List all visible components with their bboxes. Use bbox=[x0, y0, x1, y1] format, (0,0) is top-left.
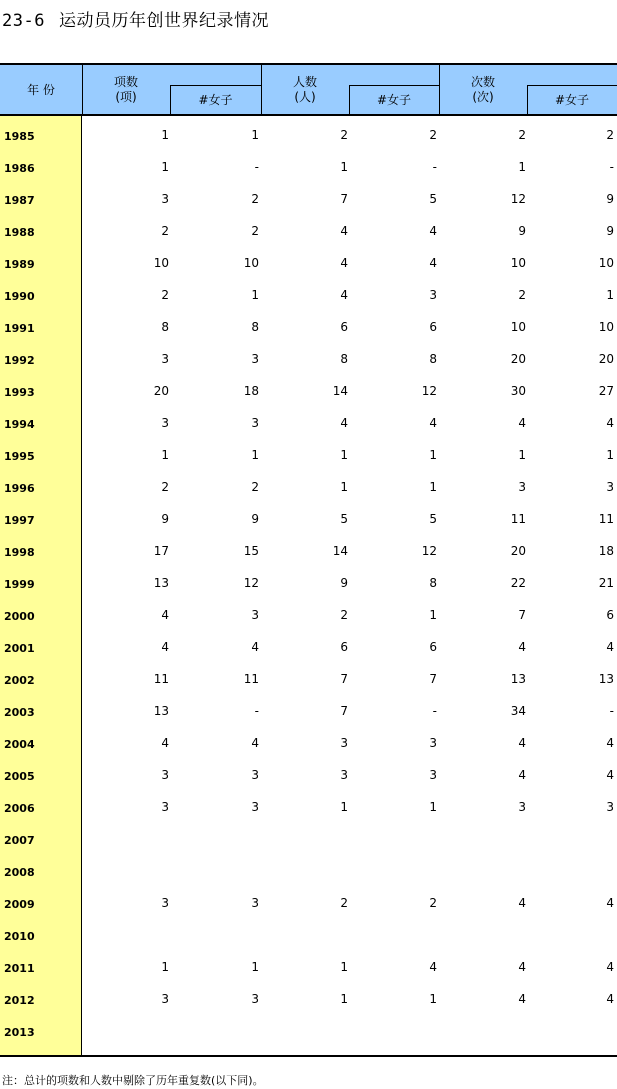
table-row bbox=[0, 629, 617, 661]
row-year: 1988 bbox=[4, 226, 35, 239]
row-value: 2 bbox=[251, 192, 259, 206]
row-year: 2008 bbox=[4, 866, 35, 879]
row-value: 1 bbox=[340, 448, 348, 462]
row-value: 3 bbox=[429, 736, 437, 750]
row-value: 2 bbox=[251, 480, 259, 494]
row-value: 3 bbox=[251, 800, 259, 814]
table-row bbox=[0, 149, 617, 181]
table-row bbox=[0, 245, 617, 277]
row-year: 2012 bbox=[4, 994, 35, 1007]
row-value: 30 bbox=[510, 384, 526, 398]
row-value: 3 bbox=[161, 992, 169, 1006]
row-value: 4 bbox=[518, 960, 526, 974]
row-value: 9 bbox=[606, 224, 614, 238]
row-year: 1995 bbox=[4, 450, 35, 463]
row-year: 1989 bbox=[4, 258, 35, 271]
row-value: 1 bbox=[518, 160, 526, 174]
row-value: 9 bbox=[340, 576, 348, 590]
table-row bbox=[0, 757, 617, 789]
row-year: 2003 bbox=[4, 706, 35, 719]
row-value: 5 bbox=[429, 512, 437, 526]
row-value: 11 bbox=[510, 512, 526, 526]
row-value: 12 bbox=[421, 544, 437, 558]
header-items bbox=[82, 75, 170, 105]
row-value: 3 bbox=[251, 608, 259, 622]
row-value: 1 bbox=[251, 448, 259, 462]
row-value: 4 bbox=[518, 768, 526, 782]
row-value: 4 bbox=[606, 640, 614, 654]
row-value: 1 bbox=[161, 448, 169, 462]
row-year: 2000 bbox=[4, 610, 35, 623]
header-times-unit: (次) bbox=[472, 90, 494, 104]
row-year: 2010 bbox=[4, 930, 35, 943]
row-value: 1 bbox=[161, 160, 169, 174]
row-value: 3 bbox=[251, 768, 259, 782]
row-value: 3 bbox=[606, 480, 614, 494]
row-value: 4 bbox=[518, 736, 526, 750]
row-value: 7 bbox=[340, 672, 348, 686]
table-row bbox=[0, 437, 617, 469]
table-row bbox=[0, 885, 617, 917]
row-value: 9 bbox=[606, 192, 614, 206]
row-value: 1 bbox=[429, 480, 437, 494]
row-value: 13 bbox=[510, 672, 526, 686]
row-value: 1 bbox=[429, 448, 437, 462]
row-year: 2013 bbox=[4, 1026, 35, 1039]
header-items-female: #女子 bbox=[198, 93, 233, 107]
row-year: 1997 bbox=[4, 514, 35, 527]
table-row bbox=[0, 949, 617, 981]
row-year: 2001 bbox=[4, 642, 35, 655]
row-value: 1 bbox=[251, 128, 259, 142]
row-year: 2009 bbox=[4, 898, 35, 911]
table-row bbox=[0, 277, 617, 309]
header-times-label: 次数 bbox=[470, 75, 495, 89]
row-value: 4 bbox=[251, 736, 259, 750]
row-value: 4 bbox=[161, 608, 169, 622]
row-value: 34 bbox=[510, 704, 526, 718]
row-value: 1 bbox=[161, 128, 169, 142]
header-items-unit: (项) bbox=[115, 90, 137, 104]
row-value: 1 bbox=[429, 608, 437, 622]
row-value: 1 bbox=[340, 800, 348, 814]
row-value: 2 bbox=[518, 128, 526, 142]
row-value: 10 bbox=[510, 320, 526, 334]
row-value: 4 bbox=[429, 224, 437, 238]
row-value: 2 bbox=[340, 608, 348, 622]
row-value: 9 bbox=[518, 224, 526, 238]
row-value: 3 bbox=[161, 192, 169, 206]
row-value: 8 bbox=[429, 576, 437, 590]
table-row bbox=[0, 981, 617, 1013]
row-value: 12 bbox=[243, 576, 259, 590]
row-value: 2 bbox=[340, 896, 348, 910]
table-row bbox=[0, 693, 617, 725]
row-value: - bbox=[609, 704, 614, 718]
row-value: 4 bbox=[606, 896, 614, 910]
row-value: 3 bbox=[429, 288, 437, 302]
row-value: 18 bbox=[243, 384, 259, 398]
row-value: 2 bbox=[161, 480, 169, 494]
row-value: 4 bbox=[161, 640, 169, 654]
table-title: 运动员历年创世界纪录情况 bbox=[58, 11, 269, 31]
row-value: 14 bbox=[332, 544, 348, 558]
header-people-female: #女子 bbox=[376, 93, 412, 107]
row-value: 2 bbox=[429, 896, 437, 910]
table-row bbox=[0, 117, 617, 149]
row-value: 6 bbox=[429, 320, 437, 334]
row-year: 2004 bbox=[4, 738, 35, 751]
row-value: 12 bbox=[510, 192, 526, 206]
row-value: 4 bbox=[606, 992, 614, 1006]
row-value: 3 bbox=[161, 352, 169, 366]
row-value: 5 bbox=[340, 512, 348, 526]
header-times-female: #女子 bbox=[554, 93, 590, 107]
row-value: 3 bbox=[606, 800, 614, 814]
row-value: 17 bbox=[153, 544, 169, 558]
row-value: - bbox=[609, 160, 614, 174]
row-value: 1 bbox=[429, 992, 437, 1006]
row-value: - bbox=[432, 160, 437, 174]
row-year: 1998 bbox=[4, 546, 35, 559]
row-year: 1987 bbox=[4, 194, 35, 207]
row-value: 11 bbox=[243, 672, 259, 686]
row-value: 2 bbox=[429, 128, 437, 142]
row-value: 27 bbox=[598, 384, 614, 398]
row-value: 3 bbox=[251, 896, 259, 910]
row-value: 3 bbox=[161, 896, 169, 910]
row-value: 3 bbox=[161, 800, 169, 814]
row-value: 4 bbox=[340, 256, 348, 270]
table-row bbox=[0, 1013, 617, 1045]
row-year: 1993 bbox=[4, 386, 35, 399]
row-year: 1994 bbox=[4, 418, 35, 431]
row-value: 20 bbox=[153, 384, 169, 398]
row-year: 2002 bbox=[4, 674, 35, 687]
row-value: - bbox=[254, 160, 259, 174]
row-value: 2 bbox=[161, 224, 169, 238]
table-row bbox=[0, 661, 617, 693]
row-value: 11 bbox=[598, 512, 614, 526]
row-value: 9 bbox=[161, 512, 169, 526]
row-value: 2 bbox=[161, 288, 169, 302]
row-value: 10 bbox=[153, 256, 169, 270]
row-value: 4 bbox=[518, 896, 526, 910]
table-bottom-rule bbox=[0, 1055, 617, 1057]
row-value: 7 bbox=[340, 704, 348, 718]
row-value: 4 bbox=[606, 768, 614, 782]
row-value: 4 bbox=[429, 416, 437, 430]
row-value: 4 bbox=[518, 992, 526, 1006]
header-people-unit: (人) bbox=[294, 90, 316, 104]
table-number: 23-6 bbox=[2, 11, 45, 31]
page-title bbox=[2, 6, 269, 31]
row-value: 12 bbox=[421, 384, 437, 398]
row-value: 20 bbox=[598, 352, 614, 366]
row-value: - bbox=[254, 704, 259, 718]
row-value: 4 bbox=[161, 736, 169, 750]
header-year: 年 份 bbox=[27, 83, 55, 97]
table-row bbox=[0, 597, 617, 629]
row-value: 3 bbox=[161, 768, 169, 782]
row-year: 1992 bbox=[4, 354, 35, 367]
row-value: 10 bbox=[510, 256, 526, 270]
row-value: 10 bbox=[598, 256, 614, 270]
row-year: 1985 bbox=[4, 130, 35, 143]
table-header bbox=[0, 63, 617, 116]
row-year: 2005 bbox=[4, 770, 35, 783]
table-row bbox=[0, 917, 617, 949]
table-row bbox=[0, 405, 617, 437]
row-value: 20 bbox=[510, 544, 526, 558]
row-value: 13 bbox=[153, 576, 169, 590]
row-value: 4 bbox=[429, 960, 437, 974]
row-value: 3 bbox=[340, 736, 348, 750]
row-value: 4 bbox=[251, 640, 259, 654]
table-row bbox=[0, 789, 617, 821]
row-value: 4 bbox=[340, 416, 348, 430]
row-year: 1986 bbox=[4, 162, 35, 175]
row-year: 2011 bbox=[4, 962, 35, 975]
row-value: 6 bbox=[340, 640, 348, 654]
row-value: 4 bbox=[340, 224, 348, 238]
header-items-label: 项数 bbox=[113, 75, 138, 89]
row-value: 1 bbox=[161, 960, 169, 974]
row-year: 1991 bbox=[4, 322, 35, 335]
row-value: 1 bbox=[340, 992, 348, 1006]
row-value: 3 bbox=[251, 352, 259, 366]
row-value: 7 bbox=[518, 608, 526, 622]
row-value: 7 bbox=[340, 192, 348, 206]
row-value: 6 bbox=[340, 320, 348, 334]
row-value: 1 bbox=[340, 160, 348, 174]
table-row bbox=[0, 565, 617, 597]
row-value: 8 bbox=[340, 352, 348, 366]
row-year: 2007 bbox=[4, 834, 35, 847]
row-value: 22 bbox=[510, 576, 526, 590]
table-row bbox=[0, 341, 617, 373]
row-value: 1 bbox=[518, 448, 526, 462]
row-value: 21 bbox=[598, 576, 614, 590]
row-value: 2 bbox=[606, 128, 614, 142]
table-row bbox=[0, 213, 617, 245]
row-value: 8 bbox=[429, 352, 437, 366]
row-value: 3 bbox=[518, 480, 526, 494]
row-value: 15 bbox=[243, 544, 259, 558]
table-row bbox=[0, 501, 617, 533]
row-value: 3 bbox=[251, 992, 259, 1006]
row-year: 1996 bbox=[4, 482, 35, 495]
row-value: 3 bbox=[161, 416, 169, 430]
row-value: 6 bbox=[429, 640, 437, 654]
row-value: 8 bbox=[251, 320, 259, 334]
row-value: 8 bbox=[161, 320, 169, 334]
row-value: 1 bbox=[429, 800, 437, 814]
table-row bbox=[0, 853, 617, 885]
row-value: 10 bbox=[243, 256, 259, 270]
row-value: 4 bbox=[606, 960, 614, 974]
table-row bbox=[0, 725, 617, 757]
row-value: 13 bbox=[153, 704, 169, 718]
row-value: 6 bbox=[606, 608, 614, 622]
table-row bbox=[0, 533, 617, 565]
row-value: 10 bbox=[598, 320, 614, 334]
row-value: 4 bbox=[429, 256, 437, 270]
row-value: - bbox=[432, 704, 437, 718]
row-value: 4 bbox=[518, 416, 526, 430]
row-value: 1 bbox=[340, 480, 348, 494]
table-row bbox=[0, 373, 617, 405]
row-value: 18 bbox=[598, 544, 614, 558]
table-row bbox=[0, 821, 617, 853]
table-row bbox=[0, 469, 617, 501]
header-people bbox=[261, 75, 349, 105]
row-value: 14 bbox=[332, 384, 348, 398]
row-value: 3 bbox=[251, 416, 259, 430]
row-value: 3 bbox=[340, 768, 348, 782]
row-value: 2 bbox=[340, 128, 348, 142]
footnote: 注：总计的项数和人数中剔除了历年重复数(以下同)。 bbox=[2, 1074, 264, 1087]
row-value: 3 bbox=[518, 800, 526, 814]
row-value: 1 bbox=[606, 448, 614, 462]
row-value: 7 bbox=[429, 672, 437, 686]
row-value: 2 bbox=[518, 288, 526, 302]
row-value: 4 bbox=[518, 640, 526, 654]
row-value: 9 bbox=[251, 512, 259, 526]
header-people-label: 人数 bbox=[292, 75, 317, 89]
table-row bbox=[0, 309, 617, 341]
row-value: 13 bbox=[598, 672, 614, 686]
table-row bbox=[0, 181, 617, 213]
row-year: 1990 bbox=[4, 290, 35, 303]
row-value: 4 bbox=[606, 736, 614, 750]
row-value: 3 bbox=[429, 768, 437, 782]
row-value: 11 bbox=[153, 672, 169, 686]
header-times bbox=[439, 75, 527, 105]
row-value: 1 bbox=[251, 960, 259, 974]
row-value: 2 bbox=[251, 224, 259, 238]
row-value: 1 bbox=[340, 960, 348, 974]
row-value: 1 bbox=[606, 288, 614, 302]
row-value: 4 bbox=[340, 288, 348, 302]
row-value: 20 bbox=[510, 352, 526, 366]
row-value: 4 bbox=[606, 416, 614, 430]
row-year: 1999 bbox=[4, 578, 35, 591]
row-value: 5 bbox=[429, 192, 437, 206]
row-value: 1 bbox=[251, 288, 259, 302]
row-year: 2006 bbox=[4, 802, 35, 815]
